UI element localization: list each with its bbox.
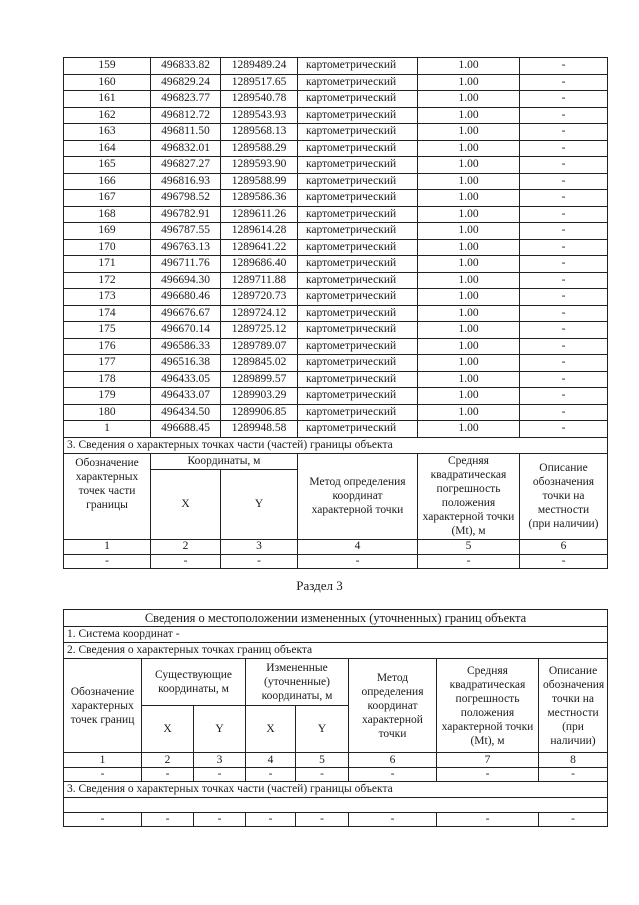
point-number: 167 [64, 190, 151, 207]
col-number: 2 [151, 539, 221, 554]
empty-cell: - [437, 813, 539, 827]
point-number: 170 [64, 239, 151, 256]
point-number: 172 [64, 272, 151, 289]
coord-x: 496827.27 [151, 157, 221, 174]
accuracy: 1.00 [418, 322, 520, 339]
method: картометрический [298, 107, 418, 124]
empty-cell: - [437, 768, 539, 782]
empty-cell: - [64, 813, 142, 827]
accuracy: 1.00 [418, 256, 520, 273]
accuracy: 1.00 [418, 388, 520, 405]
method: картометрический [298, 140, 418, 157]
header-x-changed: X [246, 706, 296, 753]
description: - [520, 124, 608, 141]
col-number: 8 [539, 753, 608, 768]
method: картометрический [298, 388, 418, 405]
empty-cell: - [246, 813, 296, 827]
points-section-row [64, 643, 608, 659]
point-row [64, 388, 608, 405]
coord-y: 1289906.85 [221, 404, 298, 421]
method: картометрический [298, 421, 418, 438]
coord-x: 496811.50 [151, 124, 221, 141]
description: - [520, 107, 608, 124]
coord-system-row [64, 627, 608, 643]
point-number: 179 [64, 388, 151, 405]
method: картометрический [298, 91, 418, 108]
accuracy: 1.00 [418, 157, 520, 174]
point-number: 171 [64, 256, 151, 273]
method: картометрический [298, 239, 418, 256]
header-designation: Обозначение характерных точек границ [64, 659, 142, 753]
coord-y: 1289540.78 [221, 91, 298, 108]
point-number: 166 [64, 173, 151, 190]
point-row [64, 173, 608, 190]
description: - [520, 206, 608, 223]
coord-x: 496763.13 [151, 239, 221, 256]
header-changed: Измененные (уточненные) координаты, м [246, 659, 349, 706]
empty-cell: - [539, 768, 608, 782]
coord-x: 496823.77 [151, 91, 221, 108]
empty-cell: - [151, 554, 221, 568]
point-row [64, 107, 608, 124]
col-number: 3 [221, 539, 298, 554]
point-number: 173 [64, 289, 151, 306]
points-section-title: 2. Сведения о характерных точках границ объекта [64, 643, 608, 659]
col-number: 6 [520, 539, 608, 554]
coord-x: 496798.52 [151, 190, 221, 207]
point-row [64, 206, 608, 223]
point-row [64, 322, 608, 339]
header-method: Метод определения координат характерной точки [349, 659, 437, 753]
accuracy: 1.00 [418, 91, 520, 108]
point-number: 178 [64, 371, 151, 388]
blank-cell [64, 798, 608, 813]
coordinates-table [63, 57, 608, 569]
coord-x: 496694.30 [151, 272, 221, 289]
accuracy: 1.00 [418, 58, 520, 75]
col-number: 1 [64, 539, 151, 554]
coord-y: 1289720.73 [221, 289, 298, 306]
empty-cell: - [221, 554, 298, 568]
method: картометрический [298, 190, 418, 207]
coord-x: 496688.45 [151, 421, 221, 438]
empty-cell: - [296, 813, 349, 827]
point-number: 161 [64, 91, 151, 108]
header-row [64, 453, 608, 469]
method: картометрический [298, 58, 418, 75]
method: картометрический [298, 272, 418, 289]
col-number: 7 [437, 753, 539, 768]
coord-y: 1289845.02 [221, 355, 298, 372]
point-row [64, 272, 608, 289]
coord-x: 496816.93 [151, 173, 221, 190]
empty-cell: - [64, 554, 151, 568]
empty-cell: - [142, 768, 194, 782]
accuracy: 1.00 [418, 272, 520, 289]
col-number: 6 [349, 753, 437, 768]
point-row [64, 421, 608, 438]
coord-x: 496711.76 [151, 256, 221, 273]
accuracy: 1.00 [418, 404, 520, 421]
part-points-section-row [64, 437, 608, 453]
method: картометрический [298, 404, 418, 421]
column-number-row [64, 539, 608, 554]
method: картометрический [298, 305, 418, 322]
point-row [64, 305, 608, 322]
point-number: 176 [64, 338, 151, 355]
coord-x: 496829.24 [151, 74, 221, 91]
coord-system: 1. Система координат - [64, 627, 608, 643]
description: - [520, 371, 608, 388]
description: - [520, 173, 608, 190]
coord-x: 496787.55 [151, 223, 221, 240]
part-section-row [64, 782, 608, 798]
coord-x: 496832.01 [151, 140, 221, 157]
point-row [64, 289, 608, 306]
method: картометрический [298, 173, 418, 190]
col-number: 5 [296, 753, 349, 768]
point-number: 165 [64, 157, 151, 174]
coord-y: 1289903.29 [221, 388, 298, 405]
point-number: 168 [64, 206, 151, 223]
point-number: 1 [64, 421, 151, 438]
description: - [520, 272, 608, 289]
empty-cell: - [520, 554, 608, 568]
description: - [520, 305, 608, 322]
coord-y: 1289711.88 [221, 272, 298, 289]
accuracy: 1.00 [418, 206, 520, 223]
header-coordinates: Координаты, м [151, 453, 298, 469]
method: картометрический [298, 371, 418, 388]
point-row [64, 91, 608, 108]
method: картометрический [298, 157, 418, 174]
description: - [520, 421, 608, 438]
coord-y: 1289588.99 [221, 173, 298, 190]
header-accuracy: Средняя квадратическая погрешность положения характерной точки (Mt), м [418, 453, 520, 539]
empty-cell: - [142, 813, 194, 827]
coord-y: 1289543.93 [221, 107, 298, 124]
empty-data-row [64, 554, 608, 568]
point-number: 180 [64, 404, 151, 421]
description: - [520, 289, 608, 306]
col-number: 4 [246, 753, 296, 768]
point-row [64, 74, 608, 91]
description: - [520, 404, 608, 421]
header-description: Описание обозначения точки на местности (при наличии) [539, 659, 608, 753]
header-y-changed: Y [296, 706, 349, 753]
description: - [520, 91, 608, 108]
point-number: 160 [64, 74, 151, 91]
description: - [520, 338, 608, 355]
header-row [64, 659, 608, 706]
header-accuracy: Средняя квадратическая погрешность положения характерной точки (Mt), м [437, 659, 539, 753]
coord-x: 496586.33 [151, 338, 221, 355]
header-existing: Существующие координаты, м [142, 659, 246, 706]
point-row [64, 256, 608, 273]
empty-cell: - [349, 813, 437, 827]
coord-x: 496812.72 [151, 107, 221, 124]
point-row [64, 140, 608, 157]
empty-cell: - [418, 554, 520, 568]
header-y-existing: Y [194, 706, 246, 753]
accuracy: 1.00 [418, 140, 520, 157]
point-number: 174 [64, 305, 151, 322]
coord-x: 496433.05 [151, 371, 221, 388]
accuracy: 1.00 [418, 173, 520, 190]
accuracy: 1.00 [418, 107, 520, 124]
point-row [64, 157, 608, 174]
empty-data-row [64, 768, 608, 782]
coord-y: 1289586.36 [221, 190, 298, 207]
header-method: Метод определения координат характерной точки [298, 453, 418, 539]
title-row [64, 610, 608, 627]
point-row [64, 239, 608, 256]
column-number-row [64, 753, 608, 768]
description: - [520, 223, 608, 240]
point-row [64, 190, 608, 207]
description: - [520, 355, 608, 372]
col-number: 1 [64, 753, 142, 768]
coord-x: 496670.14 [151, 322, 221, 339]
accuracy: 1.00 [418, 124, 520, 141]
method: картометрический [298, 223, 418, 240]
accuracy: 1.00 [418, 223, 520, 240]
coord-y: 1289789.07 [221, 338, 298, 355]
point-number: 169 [64, 223, 151, 240]
empty-cell: - [296, 768, 349, 782]
description: - [520, 239, 608, 256]
col-number: 2 [142, 753, 194, 768]
accuracy: 1.00 [418, 355, 520, 372]
coord-y: 1289641.22 [221, 239, 298, 256]
method: картометрический [298, 206, 418, 223]
coord-x: 496676.67 [151, 305, 221, 322]
table-title: Сведения о местоположении измененных (уточненных) границ объекта [64, 610, 608, 627]
coord-y: 1289724.12 [221, 305, 298, 322]
part-section-title: 3. Сведения о характерных точках части (частей) границы объекта [64, 782, 608, 798]
description: - [520, 256, 608, 273]
point-row [64, 58, 608, 75]
method: картометрический [298, 355, 418, 372]
coord-y: 1289568.13 [221, 124, 298, 141]
section-label: Раздел 3 [296, 578, 343, 593]
header-x: X [151, 469, 221, 539]
empty-cell: - [64, 768, 142, 782]
empty-cell: - [194, 813, 246, 827]
coord-y: 1289948.58 [221, 421, 298, 438]
accuracy: 1.00 [418, 239, 520, 256]
header-designation: Обозначение характерных точек части границы [64, 453, 151, 539]
coord-x: 496433.07 [151, 388, 221, 405]
description: - [520, 388, 608, 405]
coord-y: 1289725.12 [221, 322, 298, 339]
coord-y: 1289686.40 [221, 256, 298, 273]
empty-cell: - [349, 768, 437, 782]
accuracy: 1.00 [418, 371, 520, 388]
coord-x: 496680.46 [151, 289, 221, 306]
accuracy: 1.00 [418, 338, 520, 355]
description: - [520, 140, 608, 157]
col-number: 3 [194, 753, 246, 768]
point-number: 163 [64, 124, 151, 141]
point-row [64, 371, 608, 388]
point-number: 159 [64, 58, 151, 75]
point-row [64, 355, 608, 372]
description: - [520, 190, 608, 207]
coord-y: 1289517.65 [221, 74, 298, 91]
point-number: 164 [64, 140, 151, 157]
point-number: 162 [64, 107, 151, 124]
accuracy: 1.00 [418, 421, 520, 438]
blank-row [64, 798, 608, 813]
header-y: Y [221, 469, 298, 539]
point-number: 177 [64, 355, 151, 372]
coord-y: 1289614.28 [221, 223, 298, 240]
method: картометрический [298, 338, 418, 355]
point-row [64, 338, 608, 355]
coord-x: 496516.38 [151, 355, 221, 372]
point-row [64, 223, 608, 240]
coord-y: 1289899.57 [221, 371, 298, 388]
header-description: Описание обозначения точки на местности (при наличии) [520, 453, 608, 539]
empty-cell: - [298, 554, 418, 568]
description: - [520, 322, 608, 339]
method: картометрический [298, 74, 418, 91]
coord-x: 496782.91 [151, 206, 221, 223]
method: картометрический [298, 124, 418, 141]
coord-y: 1289611.26 [221, 206, 298, 223]
description: - [520, 74, 608, 91]
coord-y: 1289588.29 [221, 140, 298, 157]
bottom-dash-row [64, 813, 608, 827]
coord-y: 1289489.24 [221, 58, 298, 75]
description: - [520, 58, 608, 75]
changed-boundaries-table [63, 609, 608, 827]
coordinates-table-body [64, 58, 608, 569]
point-number: 175 [64, 322, 151, 339]
accuracy: 1.00 [418, 305, 520, 322]
coord-y: 1289593.90 [221, 157, 298, 174]
point-row [64, 404, 608, 421]
empty-cell: - [194, 768, 246, 782]
method: картометрический [298, 256, 418, 273]
accuracy: 1.00 [418, 289, 520, 306]
accuracy: 1.00 [418, 190, 520, 207]
method: картометрический [298, 322, 418, 339]
point-row [64, 124, 608, 141]
coord-x: 496434.50 [151, 404, 221, 421]
col-number: 5 [418, 539, 520, 554]
accuracy: 1.00 [418, 74, 520, 91]
coord-x: 496833.82 [151, 58, 221, 75]
empty-cell: - [539, 813, 608, 827]
col-number: 4 [298, 539, 418, 554]
description: - [520, 157, 608, 174]
part-points-section-title: 3. Сведения о характерных точках части (частей) границы объекта [64, 437, 608, 453]
empty-cell: - [246, 768, 296, 782]
header-x-existing: X [142, 706, 194, 753]
method: картометрический [298, 289, 418, 306]
